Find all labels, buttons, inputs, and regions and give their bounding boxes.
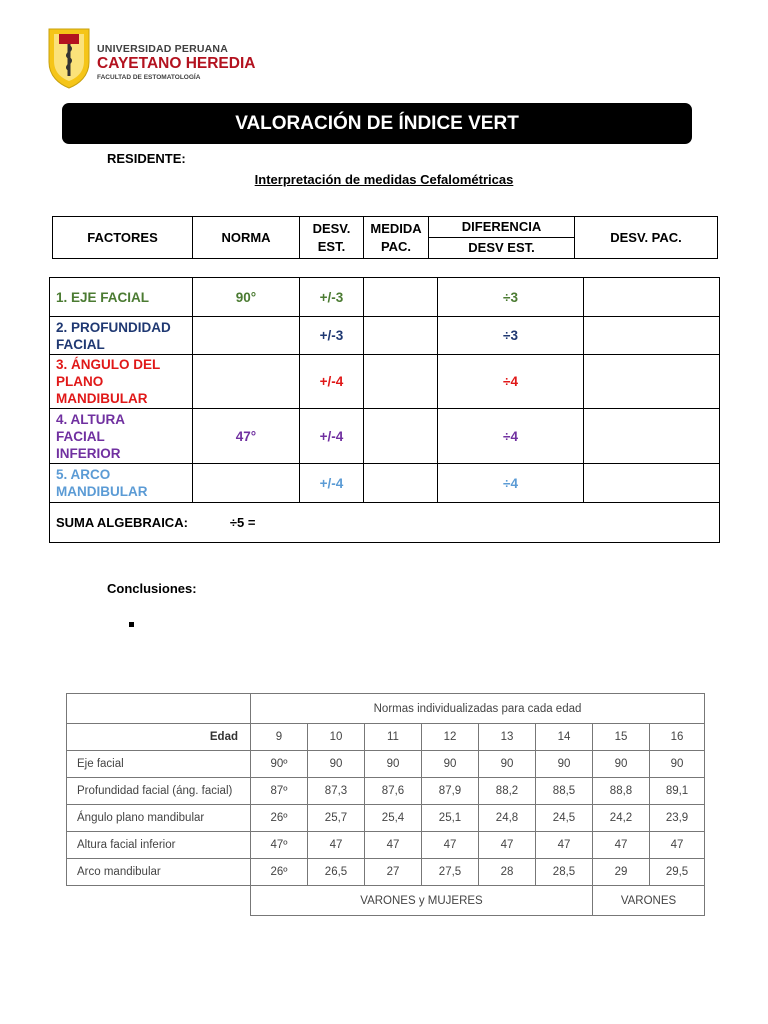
norm-value: 23,9 (650, 805, 705, 832)
norm-value: 47 (536, 832, 593, 859)
factor-label (50, 317, 193, 355)
suma-formula: ÷5 = (229, 515, 256, 530)
norma-cell (193, 464, 300, 503)
norm-value: 24,5 (536, 805, 593, 832)
norm-row-label: Altura facial inferior (67, 832, 251, 859)
norm-value: 90º (251, 751, 308, 778)
suma-label: SUMA ALGEBRAICA: (56, 515, 188, 530)
norms-footer-blank (67, 886, 251, 916)
norm-value: 90 (536, 751, 593, 778)
norm-value: 88,2 (479, 778, 536, 805)
header-desv-est (300, 217, 364, 259)
desv-est-cell: +/-3 (300, 278, 364, 317)
age-cell: 14 (536, 724, 593, 751)
norms-by-age-table (66, 693, 705, 916)
norm-row-label: Ángulo plano mandibular (67, 805, 251, 832)
factor-label-line: 3. ÁNGULO DEL (56, 357, 161, 372)
factor-label (50, 409, 193, 464)
norm-value: 90 (422, 751, 479, 778)
age-cell: 10 (308, 724, 365, 751)
header-desv-est-line2: EST. (317, 238, 346, 254)
norm-value: 29 (593, 859, 650, 886)
desv-est-cell: +/-3 (300, 317, 364, 355)
diferencia-cell: ÷3 (438, 278, 584, 317)
norm-value: 87º (251, 778, 308, 805)
norma-cell: 47° (193, 409, 300, 464)
norm-value: 88,5 (536, 778, 593, 805)
factor-label-line: 5. ARCO (56, 467, 111, 482)
age-cell: 15 (593, 724, 650, 751)
header-factores: FACTORES (53, 217, 193, 259)
norm-value: 47 (308, 832, 365, 859)
factor-row-arco-mandibular (50, 464, 720, 503)
norm-value: 47 (650, 832, 705, 859)
norma-cell (193, 317, 300, 355)
factor-label-line: MANDIBULAR (56, 391, 148, 406)
norma-cell: 90° (193, 278, 300, 317)
norm-value: 25,1 (422, 805, 479, 832)
medida-pac-cell[interactable] (364, 464, 438, 503)
desv-est-cell: +/-4 (300, 355, 364, 409)
factor-row-eje-facial (50, 278, 720, 317)
norm-row (67, 778, 705, 805)
norm-value: 26º (251, 859, 308, 886)
norm-value: 47 (365, 832, 422, 859)
age-cell: 16 (650, 724, 705, 751)
norm-value: 24,8 (479, 805, 536, 832)
factors-table (49, 277, 720, 543)
header-norma: NORMA (193, 217, 300, 259)
desv-pac-cell[interactable] (584, 278, 720, 317)
header-table (52, 216, 718, 259)
norm-value: 47º (251, 832, 308, 859)
medida-pac-cell[interactable] (364, 278, 438, 317)
norm-value: 88,8 (593, 778, 650, 805)
shield-emblem-icon (46, 26, 92, 90)
norm-row (67, 859, 705, 886)
residente-label: RESIDENTE: (107, 151, 186, 166)
diferencia-cell: ÷4 (438, 409, 584, 464)
factor-row-angulo-plano-mandibular (50, 355, 720, 409)
norm-value: 87,6 (365, 778, 422, 805)
norm-row (67, 805, 705, 832)
factor-label-line: MANDIBULAR (56, 484, 148, 499)
norm-value: 90 (650, 751, 705, 778)
factor-label-line: 1. EJE FACIAL (56, 289, 150, 305)
header-medida-line1: MEDIDA (370, 220, 422, 236)
norm-row-label: Eje facial (67, 751, 251, 778)
norm-row-label: Arco mandibular (67, 859, 251, 886)
norm-value: 87,3 (308, 778, 365, 805)
norm-value: 29,5 (650, 859, 705, 886)
age-cell: 9 (251, 724, 308, 751)
norms-corner (67, 694, 251, 724)
footer-varones: VARONES (593, 886, 705, 916)
factor-label (50, 278, 193, 317)
medida-pac-cell[interactable] (364, 409, 438, 464)
conclusiones-label: Conclusiones: (107, 581, 197, 596)
factor-label-line: INFERIOR (56, 445, 121, 461)
logo-line-2: CAYETANO HEREDIA (97, 55, 256, 72)
desv-pac-cell[interactable] (584, 409, 720, 464)
age-cell: 11 (365, 724, 422, 751)
norms-caption: Normas individualizadas para cada edad (251, 694, 705, 724)
norm-value: 47 (479, 832, 536, 859)
factor-row-profundidad-facial (50, 317, 720, 355)
header-desv-pac: DESV. PAC. (575, 217, 718, 259)
norm-value: 26,5 (308, 859, 365, 886)
header-medida-line2: PAC. (380, 238, 412, 254)
norm-value: 28,5 (536, 859, 593, 886)
university-logo (46, 26, 256, 92)
norm-value: 25,4 (365, 805, 422, 832)
factor-label (50, 464, 193, 503)
diferencia-cell: ÷3 (438, 317, 584, 355)
factor-label-line: 4. ALTURA (56, 411, 125, 427)
age-cell: 12 (422, 724, 479, 751)
norm-value: 24,2 (593, 805, 650, 832)
desv-est-cell: +/-4 (300, 409, 364, 464)
bullet-point (129, 622, 134, 627)
age-cell: 13 (479, 724, 536, 751)
desv-pac-cell[interactable] (584, 464, 720, 503)
norm-value: 28 (479, 859, 536, 886)
subtitle-text: Interpretación de medidas Cefalométricas (254, 172, 514, 187)
header-diferencia: DIFERENCIA (429, 217, 575, 238)
norm-row (67, 832, 705, 859)
norm-value: 90 (308, 751, 365, 778)
desv-est-cell: +/-4 (300, 464, 364, 503)
suma-cell (50, 503, 720, 543)
norm-row-label: Profundidad facial (áng. facial) (67, 778, 251, 805)
norm-value: 47 (422, 832, 479, 859)
page-title: VALORACIÓN DE ÍNDICE VERT (62, 103, 692, 144)
factor-label (50, 355, 193, 409)
factor-row-altura-facial-inferior (50, 409, 720, 464)
header-desv-est-line1: DESV. (312, 220, 351, 236)
footer-varones-mujeres: VARONES y MUJERES (251, 886, 593, 916)
medida-pac-cell[interactable] (364, 317, 438, 355)
norm-value: 27 (365, 859, 422, 886)
logo-line-3: FACULTAD DE ESTOMATOLOGÍA (97, 74, 201, 81)
diferencia-cell: ÷4 (438, 464, 584, 503)
edad-label: Edad (67, 724, 251, 751)
header-desv-est-sub: DESV EST. (429, 238, 575, 259)
norm-value: 87,9 (422, 778, 479, 805)
norm-row (67, 751, 705, 778)
norm-value: 89,1 (650, 778, 705, 805)
norm-value: 90 (593, 751, 650, 778)
document-subtitle (0, 172, 768, 187)
norm-value: 25,7 (308, 805, 365, 832)
norm-value: 26º (251, 805, 308, 832)
desv-pac-cell[interactable] (584, 355, 720, 409)
logo-line-1: UNIVERSIDAD PERUANA (97, 43, 228, 55)
desv-pac-cell[interactable] (584, 317, 720, 355)
factor-label-line: PLANO (56, 374, 104, 389)
factor-label-line: 2. PROFUNDIDAD (56, 319, 171, 335)
diferencia-cell: ÷4 (438, 355, 584, 409)
norm-value: 90 (479, 751, 536, 778)
suma-row (50, 503, 720, 543)
factor-label-line: FACIAL (56, 428, 105, 444)
norma-cell (193, 355, 300, 409)
norm-value: 47 (593, 832, 650, 859)
header-medida-pac (364, 217, 429, 259)
factor-label-line: FACIAL (56, 336, 105, 352)
norm-value: 27,5 (422, 859, 479, 886)
medida-pac-cell[interactable] (364, 355, 438, 409)
norm-value: 90 (365, 751, 422, 778)
